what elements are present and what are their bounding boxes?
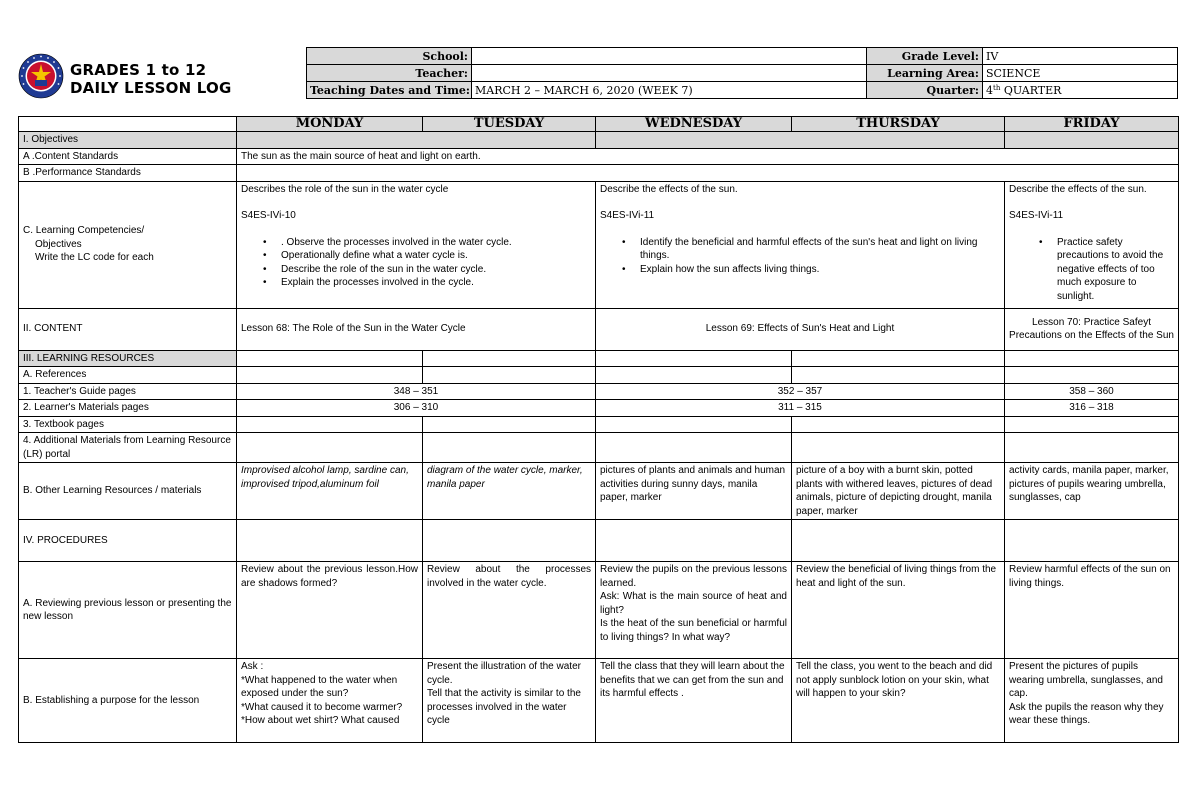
header-info-table	[306, 47, 1178, 99]
tg-pages-row	[19, 383, 1179, 400]
references-label: A. References	[19, 367, 237, 384]
purpose-fri	[1005, 659, 1179, 743]
list-item: • Explain how the sun affects living things.	[600, 263, 1000, 277]
purpose-mon-line2: *What happened to the water when exposed under the sun?	[241, 674, 398, 699]
resources-mon	[237, 350, 423, 367]
lm-pages-label: 2. Learner's Materials pages	[19, 400, 237, 417]
reviewing-wed-line2: Ask: What is the main source of heat and light?	[600, 591, 787, 616]
competencies-mon-tue	[237, 181, 596, 308]
textbook-wed	[596, 416, 792, 433]
additional-materials-row	[19, 433, 1179, 463]
list-item: • . Observe the processes involved in the water cycle.	[241, 236, 591, 250]
purpose-mon-line3: *What caused it to become warmer?	[241, 701, 403, 713]
references-wed	[596, 367, 792, 384]
resources-thu	[792, 350, 1005, 367]
procedures-fri	[1005, 520, 1179, 562]
tg-pages-fri: 358 – 360	[1005, 383, 1179, 400]
procedures-row	[19, 520, 1179, 562]
content-row	[19, 308, 1179, 350]
references-thu	[792, 367, 1005, 384]
learning-area-field[interactable]: SCIENCE	[983, 65, 1178, 82]
reviewing-tue: Review about the processes involved in the water cycle.	[423, 562, 596, 659]
competency-desc: Describes the role of the sun in the water cycle	[241, 183, 449, 195]
procedures-thu	[792, 520, 1005, 562]
other-resources-thu: picture of a boy with a burnt skin, potted plants with withered leaves, pictures of dead animals, picture of depicting drought, manila paper, marker	[792, 463, 1005, 520]
teacher-label: Teacher:	[307, 65, 472, 82]
objectives-row	[19, 132, 1179, 149]
lesson-log-table	[18, 116, 1179, 743]
objectives-label: I. Objectives	[19, 132, 237, 149]
references-tue	[423, 367, 596, 384]
textbook-row	[19, 416, 1179, 433]
reviewing-fri: Review harmful effects of the sun on living things.	[1005, 562, 1179, 659]
additional-materials-label: 4. Additional Materials from Learning Resource (LR) portal	[19, 433, 237, 463]
list-item: • Identify the beneficial and harmful effects of the sun's heat and light on living things.	[600, 236, 1000, 263]
title-line-2: DAILY LESSON LOG	[70, 79, 232, 97]
tg-pages-wed-thu: 352 – 357	[596, 383, 1005, 400]
performance-standards-row	[19, 165, 1179, 182]
quarter-field[interactable]	[983, 82, 1178, 99]
purpose-thu: Tell the class, you went to the beach and did not apply sunblock lotion on your skin, what will happen to your skin?	[792, 659, 1005, 743]
content-label: II. CONTENT	[19, 308, 237, 350]
resources-row	[19, 350, 1179, 367]
objectives-fri	[1005, 132, 1179, 149]
day-friday: FRIDAY	[1005, 117, 1179, 132]
additional-tue	[423, 433, 596, 463]
deped-seal-icon	[18, 53, 64, 99]
reviewing-wed-line1: Review the pupils on the previous lessons learned.	[600, 564, 787, 589]
day-tuesday: TUESDAY	[423, 117, 596, 132]
learning-area-label: Learning Area:	[867, 65, 983, 82]
reviewing-label: A. Reviewing previous lesson or presenting the new lesson	[19, 562, 237, 659]
day-thursday: THURSDAY	[792, 117, 1005, 132]
grade-level-field[interactable]: IV	[983, 48, 1178, 65]
competency-code: S4ES-IVi-10	[241, 210, 296, 221]
purpose-fri-line2: Ask the pupils the reason why they wear these things.	[1009, 701, 1164, 726]
document-title	[70, 61, 232, 97]
purpose-tue-line1: Present the illustration of the water cycle.	[427, 661, 581, 686]
additional-mon	[237, 433, 423, 463]
additional-wed	[596, 433, 792, 463]
competencies-label-line2: Objectives	[35, 238, 82, 250]
reviewing-thu: Review the beneficial of living things from the heat and light of the sun.	[792, 562, 1005, 659]
teacher-field[interactable]	[472, 65, 867, 82]
reviewing-wed	[596, 562, 792, 659]
competencies-label-line3: Write the LC code for each	[35, 252, 154, 264]
title-line-1: GRADES 1 to 12	[70, 61, 207, 79]
teaching-dates-label: Teaching Dates and Time:	[307, 82, 472, 99]
competencies-fri	[1005, 181, 1179, 308]
resources-fri	[1005, 350, 1179, 367]
grade-level-label: Grade Level:	[867, 48, 983, 65]
references-row	[19, 367, 1179, 384]
textbook-fri	[1005, 416, 1179, 433]
performance-standards-label: B .Performance Standards	[19, 165, 237, 182]
list-item: • Describe the role of the sun in the water cycle.	[241, 263, 591, 277]
teaching-dates-field[interactable]: MARCH 2 – MARCH 6, 2020 (WEEK 7)	[472, 82, 867, 99]
quarter-number: 4	[986, 83, 993, 97]
reviewing-row	[19, 562, 1179, 659]
purpose-mon	[237, 659, 423, 743]
competency-code: S4ES-IVi-11	[1009, 210, 1064, 221]
content-wed-thu: Lesson 69: Effects of Sun's Heat and Light	[596, 308, 1005, 350]
school-label: School:	[307, 48, 472, 65]
content-standards-label: A .Content Standards	[19, 148, 237, 165]
other-resources-row	[19, 463, 1179, 520]
additional-fri	[1005, 433, 1179, 463]
procedures-mon	[237, 520, 423, 562]
purpose-tue	[423, 659, 596, 743]
day-monday: MONDAY	[237, 117, 423, 132]
lm-pages-mon-tue: 306 – 310	[237, 400, 596, 417]
resources-tue	[423, 350, 596, 367]
header-blank-cell	[19, 117, 237, 132]
competencies-label	[19, 181, 237, 308]
content-standards-value: The sun as the main source of heat and light on earth.	[237, 148, 1179, 165]
additional-thu	[792, 433, 1005, 463]
other-resources-tue: diagram of the water cycle, marker, manila paper	[423, 463, 596, 520]
content-standards-row	[19, 148, 1179, 165]
quarter-suffix: th	[993, 83, 1001, 92]
purpose-wed: Tell the class that they will learn about the benefits that we can get from the sun and its harmful effects .	[596, 659, 792, 743]
other-resources-mon: Improvised alcohol lamp, sardine can, improvised tripod,aluminum foil	[237, 463, 423, 520]
objectives-mon-tue	[237, 132, 596, 149]
other-resources-fri: activity cards, manila paper, marker, pictures of pupils wearing umbrella, sunglasses, cap	[1005, 463, 1179, 520]
content-fri: Lesson 70: Practice Safeyt Precautions on the Effects of the Sun	[1005, 308, 1179, 350]
textbook-label: 3. Textbook pages	[19, 416, 237, 433]
performance-standards-value	[237, 165, 1179, 182]
competencies-wed-thu	[596, 181, 1005, 308]
day-header-row	[19, 117, 1179, 132]
quarter-label: Quarter:	[867, 82, 983, 99]
lm-pages-wed-thu: 311 – 315	[596, 400, 1005, 417]
competency-desc: Describe the effects of the sun.	[600, 183, 738, 195]
other-resources-wed: pictures of plants and animals and human activities during sunny days, manila paper, marker	[596, 463, 792, 520]
list-item: • Explain the processes involved in the cycle.	[241, 276, 591, 290]
competency-code: S4ES-IVi-11	[600, 210, 655, 221]
references-mon	[237, 367, 423, 384]
competencies-label-line1: C. Learning Competencies/	[23, 225, 145, 237]
objectives-wed-thu	[596, 132, 1005, 149]
lm-pages-fri: 316 – 318	[1005, 400, 1179, 417]
school-field[interactable]	[472, 48, 867, 65]
resources-wed	[596, 350, 792, 367]
competency-desc: Describe the effects of the sun.	[1009, 183, 1147, 195]
list-item: • Operationally define what a water cycle is.	[241, 249, 591, 263]
tg-pages-label: 1. Teacher's Guide pages	[19, 383, 237, 400]
textbook-tue	[423, 416, 596, 433]
procedures-label: IV. PROCEDURES	[19, 520, 237, 562]
procedures-tue	[423, 520, 596, 562]
other-resources-label: B. Other Learning Resources / materials	[19, 463, 237, 520]
textbook-mon	[237, 416, 423, 433]
tg-pages-mon-tue: 348 – 351	[237, 383, 596, 400]
reviewing-mon: Review about the previous lesson.How are shadows formed?	[237, 562, 423, 659]
purpose-label: B. Establishing a purpose for the lesson	[19, 659, 237, 743]
list-item: • Practice safety precautions to avoid the negative effects of too much exposure to sunlight.	[1009, 236, 1174, 304]
textbook-thu	[792, 416, 1005, 433]
purpose-tue-line2: Tell that the activity is similar to the processes involved in the water cycle	[427, 688, 581, 726]
purpose-row	[19, 659, 1179, 743]
procedures-wed	[596, 520, 792, 562]
reviewing-wed-line3: Is the heat of the sun beneficial or harmful to living things? In what way?	[600, 618, 787, 643]
competencies-row	[19, 181, 1179, 308]
resources-label: III. LEARNING RESOURCES	[19, 350, 237, 367]
content-mon-tue: Lesson 68: The Role of the Sun in the Water Cycle	[237, 308, 596, 350]
purpose-mon-line1: Ask :	[241, 661, 264, 672]
references-fri	[1005, 367, 1179, 384]
quarter-word: QUARTER	[1000, 83, 1062, 97]
lm-pages-row	[19, 400, 1179, 417]
purpose-fri-line1: Present the pictures of pupils wearing umbrella, sunglasses, and cap.	[1009, 661, 1163, 699]
purpose-mon-line4: *How about wet shirt? What caused	[241, 715, 400, 726]
day-wednesday: WEDNESDAY	[596, 117, 792, 132]
